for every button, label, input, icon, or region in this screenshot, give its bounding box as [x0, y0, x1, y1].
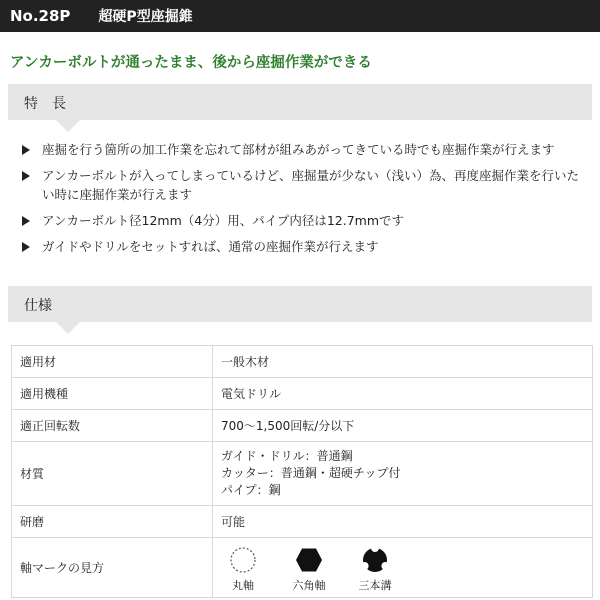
shaft-mark-label: 三本溝: [358, 579, 392, 592]
tagline: アンカーボルトが通ったまま、後から座掘作業ができる: [10, 55, 372, 71]
feature-text: アンカーボルトが入ってしまっているけど、座掘量が少ない（浅い）為、再度座掘作業を行いたい時に座掘作業が行えます: [42, 168, 580, 202]
spec-value: [213, 442, 593, 506]
shaft-mark-label: 六角軸: [292, 579, 326, 592]
heading-notch: [56, 120, 80, 132]
material-line: カッター：普通鋼・超硬チップ付: [221, 466, 401, 480]
spec-row: [12, 506, 593, 538]
spec-row: [12, 442, 593, 506]
spec-title: 仕様: [24, 298, 52, 314]
spec-table: [11, 345, 593, 598]
spec-key: 軸マークの見方: [12, 538, 213, 598]
bullet-triangle-icon: [22, 171, 30, 181]
feature-item: [18, 211, 588, 230]
feature-text: 座掘を行う箇所の加工作業を忘れて部材が組みあがってきている時でも座掘作業が行えます: [42, 142, 555, 157]
material-line: ガイド・ドリル：普通鋼: [221, 449, 353, 463]
shaft-mark-label: 丸軸: [232, 579, 254, 592]
bullet-triangle-icon: [22, 145, 30, 155]
spec-value: 700～1,500回転/分以下: [213, 410, 593, 442]
features-heading: [8, 84, 592, 120]
model-number: No.28P: [10, 7, 71, 25]
spec-key: 研磨: [12, 506, 213, 538]
bullet-triangle-icon: [22, 216, 30, 226]
features-title: 特 長: [24, 96, 66, 112]
feature-item: [18, 166, 588, 204]
feature-item: [18, 237, 588, 256]
round-shaft-icon: [229, 546, 257, 574]
spec-heading: [8, 286, 592, 322]
feature-text: アンカーボルト径12mm（4分）用、パイプ内径は12.7mmです: [42, 213, 405, 228]
shaft-mark: [221, 546, 265, 593]
feature-text: ガイドやドリルをセットすれば、通常の座掘作業が行えます: [42, 239, 379, 254]
spec-row: [12, 538, 593, 598]
product-header: [0, 0, 600, 32]
spec-value: 一般木材: [213, 346, 593, 378]
spec-value: 電気ドリル: [213, 378, 593, 410]
spec-row: [12, 378, 593, 410]
three-groove-shaft-icon: [361, 546, 389, 574]
spec-value: 可能: [213, 506, 593, 538]
spec-key: 適用機種: [12, 378, 213, 410]
heading-notch: [56, 322, 80, 334]
features-list: [18, 140, 588, 263]
spec-value: [213, 538, 593, 598]
shaft-mark: [287, 546, 331, 593]
feature-item: [18, 140, 588, 159]
material-line: パイプ：鋼: [221, 483, 281, 497]
shaft-mark: [353, 546, 397, 593]
bullet-triangle-icon: [22, 242, 30, 252]
spec-key: 材質: [12, 442, 213, 506]
hex-shaft-icon: [295, 546, 323, 574]
spec-key: 適正回転数: [12, 410, 213, 442]
shaft-marks: [221, 542, 584, 593]
product-name: 超硬P型座掘錐: [98, 9, 193, 25]
spec-row: [12, 346, 593, 378]
spec-row: [12, 410, 593, 442]
spec-key: 適用材: [12, 346, 213, 378]
